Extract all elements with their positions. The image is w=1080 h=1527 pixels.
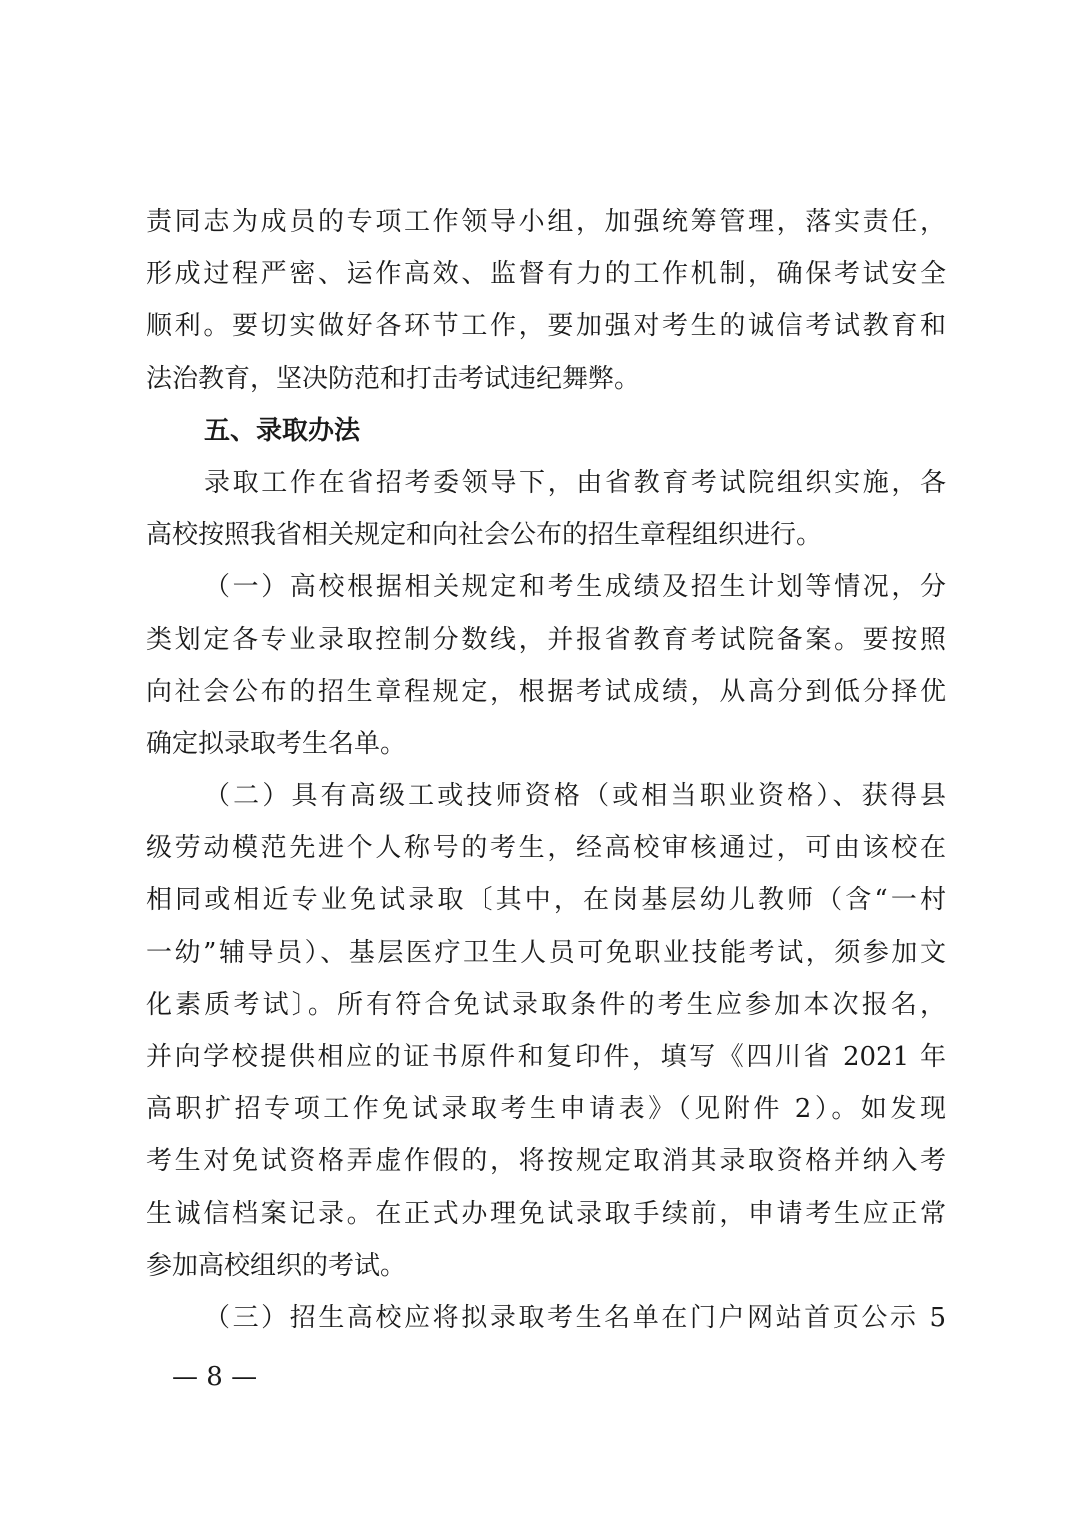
text-line: 一幼”辅导员）、基层医疗卫生人员可免职业技能考试，须参加文 xyxy=(146,937,946,968)
text-line: 生诚信档案记录。在正式办理免试录取手续前，申请考生应正常 xyxy=(146,1198,946,1229)
page-number: — 8 — xyxy=(172,1362,258,1392)
document-body xyxy=(146,196,946,1344)
text-line: 形成过程严密、运作高效、监督有力的工作机制，确保考试安全 xyxy=(146,259,946,290)
text-line: 考生对免试资格弄虚作假的，将按规定取消其录取资格并纳入考 xyxy=(146,1146,946,1177)
text-line: 化素质考试〕。所有符合免试录取条件的考生应参加本次报名， xyxy=(146,989,946,1020)
text-line: 参加高校组织的考试。 xyxy=(146,1250,407,1281)
text-line: 类划定各专业录取控制分数线，并报省教育考试院备案。要按照 xyxy=(146,624,946,655)
text-line: 级劳动模范先进个人称号的考生，经高校审核通过，可由该校在 xyxy=(146,833,946,864)
text-line: 高职扩招专项工作免试录取考生申请表》（见附件 2）。如发现 xyxy=(146,1094,946,1125)
text-line: （三）招生高校应将拟录取考生名单在门户网站首页公示 5 xyxy=(204,1302,946,1333)
text-line: 高校按照我省相关规定和向社会公布的招生章程组织进行。 xyxy=(146,520,823,551)
text-line: 向社会公布的招生章程规定，根据考试成绩，从高分到低分择优 xyxy=(146,676,946,707)
text-line: 顺利。要切实做好各环节工作，要加强对考生的诚信考试教育和 xyxy=(146,311,946,342)
text-line: 相同或相近专业免试录取〔其中，在岗基层幼儿教师（含“一村 xyxy=(146,885,946,916)
text-line: 责同志为成员的专项工作领导小组，加强统筹管理，落实责任， xyxy=(146,207,946,237)
text-line: 法治教育，坚决防范和打击考试违纪舞弊。 xyxy=(146,363,641,394)
text-line: 并向学校提供相应的证书原件和复印件，填写《四川省 2021 年 xyxy=(146,1042,946,1072)
text-line: 确定拟录取考生名单。 xyxy=(146,728,407,759)
text-line: （一）高校根据相关规定和考生成绩及招生计划等情况，分 xyxy=(204,572,946,603)
section-heading: 五、录取办法 xyxy=(204,415,361,446)
text-line: （二）具有高级工或技师资格（或相当职业资格）、获得县 xyxy=(204,781,946,812)
text-line: 录取工作在省招考委领导下，由省教育考试院组织实施，各 xyxy=(204,467,946,498)
